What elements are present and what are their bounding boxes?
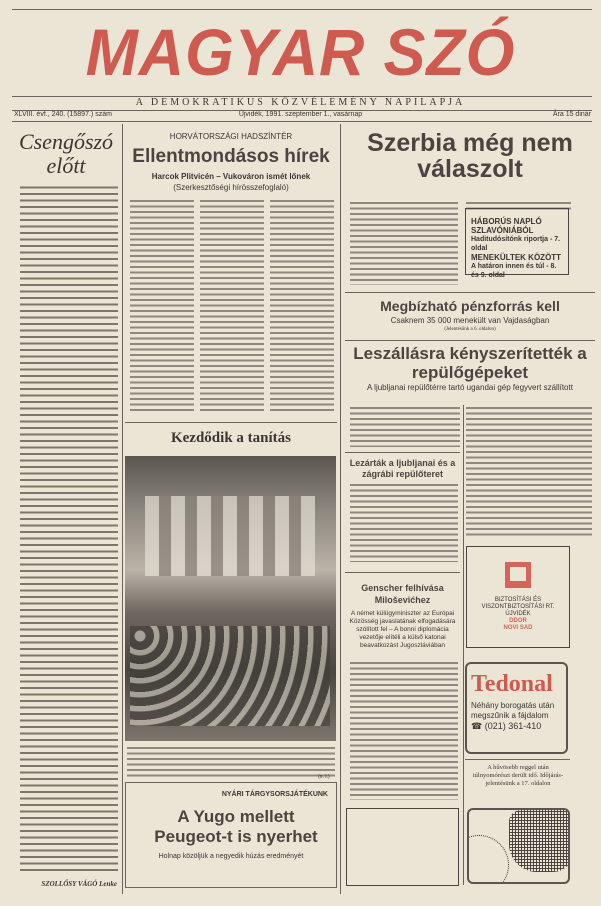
lottery-headline: A Yugo mellett Peugeot-t is nyerhet <box>154 807 318 846</box>
money-note: (Jelentésünk a 6. oldalon) <box>444 327 496 332</box>
empty-box <box>346 808 459 886</box>
lead-headline: Ellentmondásos hírek <box>132 146 330 167</box>
column-divider <box>463 405 464 885</box>
insurance-ad[interactable] <box>466 546 570 648</box>
weather-icon <box>467 808 570 884</box>
landing-headline: Leszállásra kényszerítették a repülőgépeket <box>353 344 587 382</box>
rule <box>345 292 595 293</box>
title-line: Csengőszó <box>18 129 114 154</box>
photo-headline: Kezdődik a tanítás <box>170 430 291 446</box>
photo-caption <box>127 745 335 778</box>
box-title: MENEKÜLTEK KÖZÖTT <box>471 253 562 262</box>
lead-kicker: HORVÁTORSZÁGI HADSZÍNTÉR <box>169 132 293 141</box>
money-headline: Megbízható pénzforrás kell <box>380 298 560 314</box>
contents-box <box>465 208 569 279</box>
rule <box>345 572 460 573</box>
rule <box>125 422 337 423</box>
box-title: HÁBORÚS NAPLÓ SZLAVÓNIÁBÓL <box>471 217 542 235</box>
landing-body <box>466 405 592 538</box>
rule <box>345 452 460 453</box>
lottery-box <box>125 782 337 888</box>
insurance-logo-icon <box>505 562 531 588</box>
tedonal-logo: Tedonal <box>471 671 553 697</box>
lead-body <box>200 198 264 413</box>
title-line: előtt <box>46 153 86 178</box>
editorial-title <box>12 130 120 178</box>
tagline: A DEMOKRATIKUS KÖZVÉLEMÉNY NAPILAPJA <box>135 97 466 108</box>
ad-text: VISZONTBIZTOSÍTÁSI RT. <box>481 604 555 610</box>
airports-body <box>350 482 458 562</box>
photo-credit: (n. I.) <box>318 774 330 780</box>
airports-headline: Lezárták a ljubljanai és a zágrábi repülőteret <box>349 458 456 479</box>
ad-text: megszűnik a fájdalom <box>471 711 549 720</box>
lead-note: (Szerkesztőségi hírösszefoglaló) <box>173 183 289 192</box>
lead-body <box>270 198 334 413</box>
serbia-headline: Szerbia még nem válaszolt <box>367 129 573 183</box>
byline: SZOLLŐSY VÁGÓ Lenke <box>41 880 117 888</box>
landing-body <box>350 405 460 447</box>
serbia-body <box>350 200 458 285</box>
editorial-body <box>20 184 118 874</box>
money-subhead: Csaknem 35 000 menekült van Vajdaságban <box>390 316 550 325</box>
masthead-logo: MAGYAR SZÓ <box>85 15 516 89</box>
box-line[interactable]: Haditudósítónk riportja - 7. oldal <box>471 236 561 252</box>
landing-subhead: A ljubljanai repülőtérre tartó ugandai gép fegyvert szállított <box>367 383 573 392</box>
rule <box>345 340 595 341</box>
column-divider <box>122 124 123 894</box>
rule <box>465 759 570 760</box>
genscher-body <box>350 660 458 800</box>
cloud-icon <box>509 810 570 872</box>
weather-text: A hűvösebb reggel után túlnyomórészt derült idő. Időjárás-jelentésünk a 17. oldalon <box>472 764 564 787</box>
box-line[interactable]: A határon innen és túl - 8. és 9. oldal <box>471 263 557 279</box>
header-rule <box>12 121 592 122</box>
column-divider <box>340 124 341 894</box>
price: Ára 15 dinár <box>552 111 591 118</box>
ad-brand: NOVI SAD <box>503 625 533 631</box>
tedonal-ad[interactable] <box>465 662 568 754</box>
lead-body <box>130 198 194 413</box>
lottery-subhead: Holnap közöljük a negyedik húzás eredményét <box>158 853 304 860</box>
school-children-photo <box>125 456 336 741</box>
genscher-lead: A német külügyminiszter az Európai Közösség javaslatának elfogadására szólított fel – A bonni diplomácia vezetője elítéli a külső katonai beavatkozást Jugoszláviában <box>349 610 456 649</box>
photo-figures <box>145 496 315 576</box>
sun-icon <box>467 835 509 884</box>
issue-number: XLVIII. évf., 240. (15897.) szám <box>14 111 112 118</box>
photo-crowd <box>130 626 330 726</box>
ad-phone: (021) 361-410 <box>484 721 542 731</box>
ad-brand: DDOR <box>509 618 527 624</box>
lottery-kicker: NYÁRI TÁRGYSORSJÁTÉKUNK <box>221 791 328 798</box>
ad-text: Néhány borogatás után <box>471 701 555 710</box>
top-rule <box>12 9 592 10</box>
lead-subhead: Harcok Plitvicén – Vukováron ismét lőnek <box>151 172 311 181</box>
dateline: Újvidék, 1991. szeptember 1., vasárnap <box>238 111 363 118</box>
phone-icon: ☎ <box>471 721 485 731</box>
ad-text: ÚJVIDÉK <box>505 611 531 617</box>
genscher-headline: Genscher felhívása Miloševićhez <box>361 583 444 605</box>
ad-text: BIZTOSÍTÁSI ÉS <box>494 597 542 603</box>
